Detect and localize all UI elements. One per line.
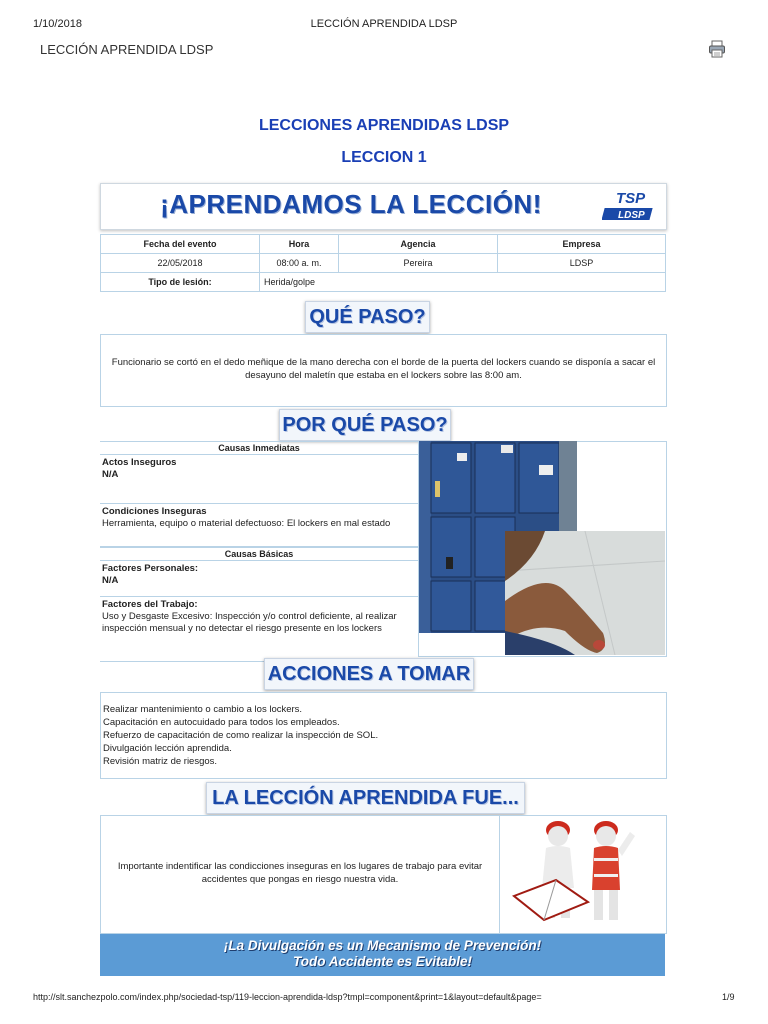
value-company: LDSP	[498, 254, 666, 273]
section-title-leccion: LA LECCIÓN APRENDIDA FUE...	[206, 782, 525, 814]
action-item: Realizar mantenimiento o cambio a los lockers.	[103, 704, 303, 715]
action-item: Revisión matriz de riesgos.	[103, 756, 218, 767]
header-date: Fecha del evento	[101, 235, 260, 254]
header-company: Empresa	[498, 235, 666, 254]
lesson-learned-text: Importante indentificar las condicciones inseguras en los lugares de trabajo para evitar accidentes que pongas en riesgo nuestra vida.	[117, 861, 483, 885]
lesson-number: LECCION 1	[341, 149, 427, 166]
page-number: 1/9	[722, 992, 735, 1002]
prevention-band	[100, 934, 665, 976]
main-heading: LECCIONES APRENDIDAS LDSP	[258, 117, 510, 134]
what-happened-text: Funcionario se cortó en el dedo meñique de la mano derecha con el borde de la puerta del lockers cuando se disponía a sacar el desayuno del maletín que estaba en el lockers sobre las 8:00 am.	[111, 357, 656, 381]
work-factors-value: Uso y Desgaste Excesivo: Inspección y/o control deficiente, al realizar inspección mensual y no detectar el riesgo presente en los lockers	[102, 611, 397, 634]
print-icon[interactable]	[708, 40, 726, 58]
banner-title: ¡APRENDAMOS LA LECCIÓN!	[160, 189, 542, 219]
unsafe-acts-label: Actos Inseguros	[102, 457, 177, 468]
actions-box	[100, 692, 667, 779]
lesson-banner	[100, 183, 667, 230]
lesson-divider	[499, 816, 500, 933]
safety-figures-illustration	[508, 818, 658, 928]
unsafe-acts	[100, 455, 418, 504]
prevention-line-2: Todo Accidente es Evitable!	[292, 954, 473, 969]
basic-causes-heading: Causas Básicas	[100, 547, 418, 561]
injured-finger-photo	[505, 531, 665, 655]
unsafe-conditions-label: Condiciones Inseguras	[102, 506, 207, 517]
action-item: Divulgación lección aprendida.	[103, 743, 232, 754]
prevention-line-1: ¡La Divulgación es un Mecanismo de Prevención!	[223, 938, 542, 953]
event-info-table	[100, 234, 666, 292]
value-date: 22/05/2018	[101, 254, 260, 273]
unsafe-conditions-value: Herramienta, equipo o material defectuoso: El lockers en mal estado	[102, 518, 391, 529]
action-item: Capacitación en autocuidado para todos los empleados.	[103, 717, 340, 728]
unsafe-acts-value: N/A	[102, 469, 119, 480]
header-agency: Agencia	[339, 235, 498, 254]
section-title-acciones: ACCIONES A TOMAR	[264, 658, 474, 690]
logo-text-bottom: LDSP	[618, 210, 645, 221]
injury-type-value: Herida/golpe	[260, 273, 666, 292]
injury-type-label: Tipo de lesión:	[101, 273, 260, 292]
actions-list	[101, 693, 666, 768]
tsp-logo	[602, 188, 660, 224]
header-time: Hora	[260, 235, 339, 254]
print-date: 1/10/2018	[33, 18, 82, 30]
personal-factors	[100, 561, 418, 597]
section-title-por-que: POR QUÉ PASO?	[279, 409, 451, 441]
work-factors-label: Factores del Trabajo:	[102, 599, 198, 610]
unsafe-conditions	[100, 504, 418, 547]
page-title: LECCIÓN APRENDIDA LDSP	[40, 42, 214, 57]
causes-table	[100, 441, 418, 662]
value-time: 08:00 a. m.	[260, 254, 339, 273]
print-header-title: LECCIÓN APRENDIDA LDSP	[310, 18, 458, 30]
personal-factors-value: N/A	[102, 575, 119, 586]
work-factors	[100, 597, 418, 662]
immediate-causes-heading: Causas Inmediatas	[100, 441, 418, 455]
logo-text-top: TSP	[616, 190, 646, 207]
personal-factors-label: Factores Personales:	[102, 563, 199, 574]
what-happened-box	[100, 334, 667, 407]
section-title-que-paso: QUÉ PASO?	[305, 301, 430, 333]
value-agency: Pereira	[339, 254, 498, 273]
action-item: Refuerzo de capacitación de como realizar la inspección de SOL.	[103, 730, 379, 741]
page-url: http://slt.sanchezpolo.com/index.php/sociedad-tsp/119-leccion-aprendida-ldsp?tmpl=component&print=1&layout=default&page=	[33, 992, 542, 1002]
